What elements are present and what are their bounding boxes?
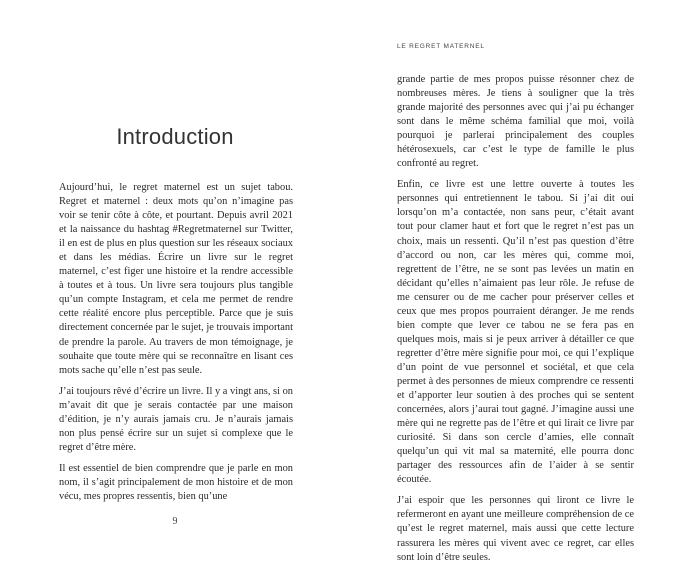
chapter-title: Introduction xyxy=(116,124,234,149)
body-paragraph: Il est essentiel de bien comprendre que je parle en mon nom, il s’agit principalement de mon histoire et de mon vécu, mes propres ressentis, bien qu’une xyxy=(59,462,293,502)
body-paragraph: Enfin, ce livre est une lettre ouverte à toutes les personnes qui entretiennent le tabou. Si j’ai dit oui lorsqu’on m’a contactée, non sans peur, c’était avant tout pour clamer haut et fort que le regret n’est pas un choix, mais un ressenti. Qu’il n’est pas question d’être d’accord ou non, car les mères qui, comme moi, regrettent de l’être, ne se sont pas levées un matin en décidant qu’elles n’aimaient pas leur rôle. Je refuse de me censurer ou de me cacher pour préserver celles et ceux que mes propos pourraient déranger. Je me rends bien compte que lever ce tabou ne se fera pas en quelques mois, mais si je peux arriver à détailler ce que regretter d’être mère signifie pour moi, ce qui l’explique d’un point de vue personnel et sociétal, et que cela permet à des personnes de mieux comprendre ce ressenti et d’apporter leur soutien à des proches qui se sentent concernées, alors j’aurai tout gagné. J’imagine aussi une mère qui ne regrette pas de l’être et qui lirait ce livre par curiosité. Si dans son cercle d’amies, elle connaît quelqu’un qui vit mal sa maternité, elle pourra donc partager des ressources afin de l’aider à se sentir écoutée. xyxy=(397,179,634,486)
body-paragraph: Aujourd’hui, le regret maternel est un sujet tabou. Regret et maternel : deux mots qu’on n’imagine pas voir se tenir côte à côte, et pourtant. Depuis avril 2021 et la naissance du hashtag #Regretmaternel sur Twitter, il en est de plus en plus question sur les réseaux sociaux et dans les médias. Écrire un livre sur le regret maternel, c’est figer une histoire et la rendre accessible à toutes et à tous. Un livre sera toujours plus tangible qu’un compte Instagram, et cela me permet de rendre cette réalité encore plus perceptible. Parce que je suis directement concernée par le sujet, je trouvais important de prendre la parole. Au travers de mon témoignage, je souhaite que toute mère qui se reconnaître en lisant ces mots sache qu’elle n’est pas seule. xyxy=(59,182,293,376)
body-paragraph: J’ai espoir que les personnes qui liront ce livre le refermeront en ayant une meilleure compréhension de ce qu’est le regret maternel, mais aussi que cette lecture rassurera les mères qui vivent avec ce regret, car elles sont loin d’être seules. xyxy=(397,495,634,563)
left-page-body xyxy=(59,181,293,511)
body-paragraph: grande partie de mes propos puisse résonner chez de nombreuses mères. Je tiens à souligner que la très grande majorité des personnes avec qui j’ai pu échanger sont dans le même schéma familial que moi, voilà pourquoi je parlerai principalement des couples hétérosexuels, car c’est le type de famille le plus confronté au regret. xyxy=(397,74,634,170)
right-page xyxy=(350,0,700,563)
page-number: 9 xyxy=(172,516,178,527)
right-page-body xyxy=(397,73,634,572)
body-paragraph: J’ai toujours rêvé d’écrire un livre. Il y a vingt ans, si on m’avait dit que je serais contactée par une maison d’édition, je n’y aurais jamais cru. Je n’aurais jamais non plus pensé écrire sur un sujet si complexe que le regret d’être mère. xyxy=(59,385,293,453)
running-head: LE REGRET MATERNEL xyxy=(397,43,485,50)
left-page xyxy=(0,0,350,555)
